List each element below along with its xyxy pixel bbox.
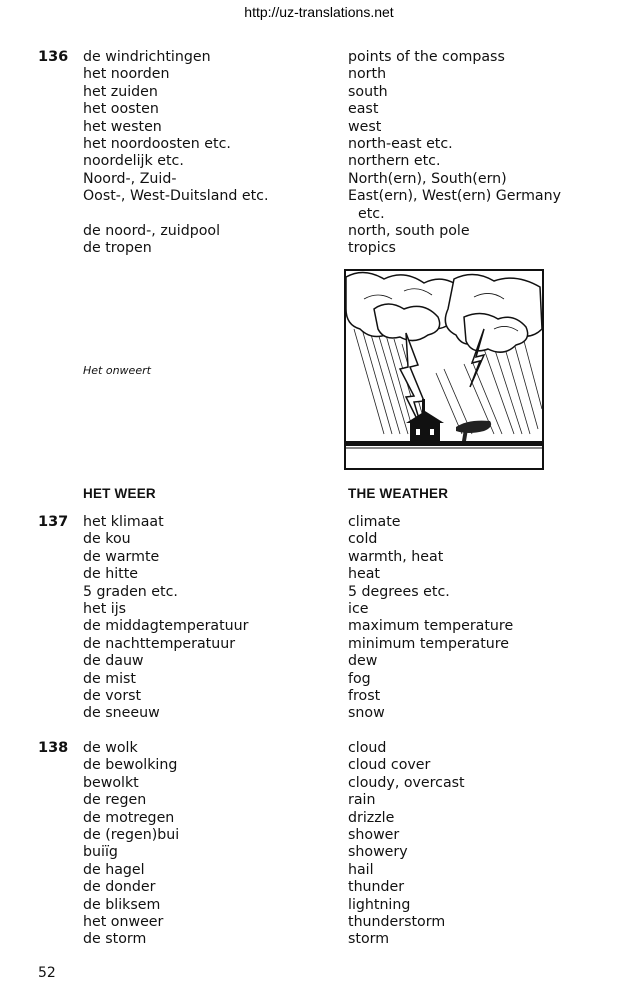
vocab-english: climate (348, 514, 401, 530)
vocab-english: tropics (348, 240, 396, 257)
section-137-english-column (348, 514, 513, 723)
vocab-dutch: de vorst (83, 687, 142, 704)
vocab-dutch: het klimaat (83, 514, 164, 530)
vocab-english: dew (348, 653, 378, 670)
section-136-dutch-column (83, 49, 269, 258)
vocab-english: cold (348, 531, 378, 548)
vocab-dutch (83, 206, 269, 223)
vocab-dutch: het oosten (83, 101, 159, 118)
vocab-dutch: Oost-, West-Duitsland etc. (83, 188, 269, 205)
vocab-dutch: de kou (83, 531, 131, 548)
vocab-english: points of the compass (348, 49, 505, 65)
illustration-caption: Het onweert (83, 364, 151, 377)
vocab-dutch: het onweer (83, 913, 164, 930)
vocab-english: maximum temperature (348, 618, 514, 635)
vocab-english: minimum temperature (348, 635, 510, 652)
vocab-english: fog (348, 670, 371, 687)
vocab-english: lightning (348, 896, 411, 913)
vocab-dutch: het ijs (83, 600, 127, 617)
vocab-dutch: de motregen (83, 809, 175, 826)
vocab-dutch: de tropen (83, 240, 152, 257)
vocab-english: snow (348, 705, 385, 722)
vocab-dutch: het noordoosten etc. (83, 135, 231, 152)
vocab-dutch: de nachttemperatuur (83, 635, 236, 652)
vocab-english: heat (348, 566, 380, 583)
vocab-english: warmth, heat (348, 548, 444, 565)
heading-dutch: HET WEER (83, 486, 156, 501)
vocab-dutch: de hitte (83, 566, 139, 583)
vocab-dutch: het noorden (83, 66, 170, 83)
vocab-dutch: noordelijk etc. (83, 153, 184, 170)
vocab-dutch: de bewolking (83, 757, 178, 774)
vocab-dutch: bewolkt (83, 774, 139, 791)
vocab-dutch: de (regen)bui (83, 826, 180, 843)
vocab-dutch: de windrichtingen (83, 49, 211, 65)
vocab-dutch: de wolk (83, 740, 138, 756)
vocab-dutch: buiïg (83, 844, 118, 861)
vocab-dutch: de storm (83, 931, 147, 948)
vocab-dutch: de warmte (83, 548, 160, 565)
vocab-dutch: de noord-, zuidpool (83, 222, 221, 239)
vocab-english: ice (348, 600, 369, 617)
vocab-english: north (348, 66, 387, 83)
section-138-dutch-column (83, 740, 179, 949)
vocab-dutch: de regen (83, 792, 147, 809)
vocab-english: north, south pole (348, 222, 470, 239)
vocab-dutch: de dauw (83, 653, 144, 670)
vocab-english: east (348, 101, 379, 118)
vocab-english: north-east etc. (348, 135, 453, 152)
vocab-english: south (348, 83, 388, 100)
vocab-english: East(ern), West(ern) Germany (348, 188, 561, 205)
vocab-dutch: het zuiden (83, 83, 158, 100)
section-136-english-column (348, 49, 561, 258)
vocab-english: drizzle (348, 809, 395, 826)
vocab-english: hail (348, 861, 374, 878)
source-url[interactable]: http://uz-translations.net (244, 4, 394, 20)
vocab-dutch: het westen (83, 118, 162, 135)
vocab-english: frost (348, 687, 381, 704)
vocab-english: cloud (348, 740, 387, 756)
vocab-english: showery (348, 844, 408, 861)
vocab-dutch: de middagtemperatuur (83, 618, 249, 635)
section-138-english-column (348, 740, 465, 949)
vocab-dutch: de donder (83, 879, 156, 896)
vocab-dutch: de sneeuw (83, 705, 160, 722)
vocab-english: rain (348, 792, 376, 809)
section-number-138: 138 (38, 740, 69, 756)
vocab-english: thunderstorm (348, 913, 446, 930)
vocab-dutch: de mist (83, 670, 136, 687)
vocab-dutch: de bliksem (83, 896, 161, 913)
vocab-english: cloudy, overcast (348, 774, 465, 791)
heading-english: THE WEATHER (348, 486, 449, 501)
vocab-english: North(ern), South(ern) (348, 170, 507, 187)
vocab-english: storm (348, 931, 390, 948)
vocab-english: cloud cover (348, 757, 431, 774)
vocab-english: 5 degrees etc. (348, 583, 450, 600)
vocab-dutch: 5 graden etc. (83, 583, 178, 600)
section-number-137: 137 (38, 514, 69, 530)
section-137-dutch-column (83, 514, 248, 723)
thunderstorm-illustration (344, 269, 544, 470)
vocab-english: northern etc. (348, 153, 441, 170)
vocab-english: thunder (348, 879, 405, 896)
vocab-english: shower (348, 826, 400, 843)
section-number-136: 136 (38, 49, 69, 65)
vocab-dutch: de hagel (83, 861, 145, 878)
vocab-dutch: Noord-, Zuid- (83, 170, 177, 187)
vocab-english: etc. (358, 205, 385, 222)
page-number: 52 (38, 965, 56, 981)
vocab-english: west (348, 118, 382, 135)
